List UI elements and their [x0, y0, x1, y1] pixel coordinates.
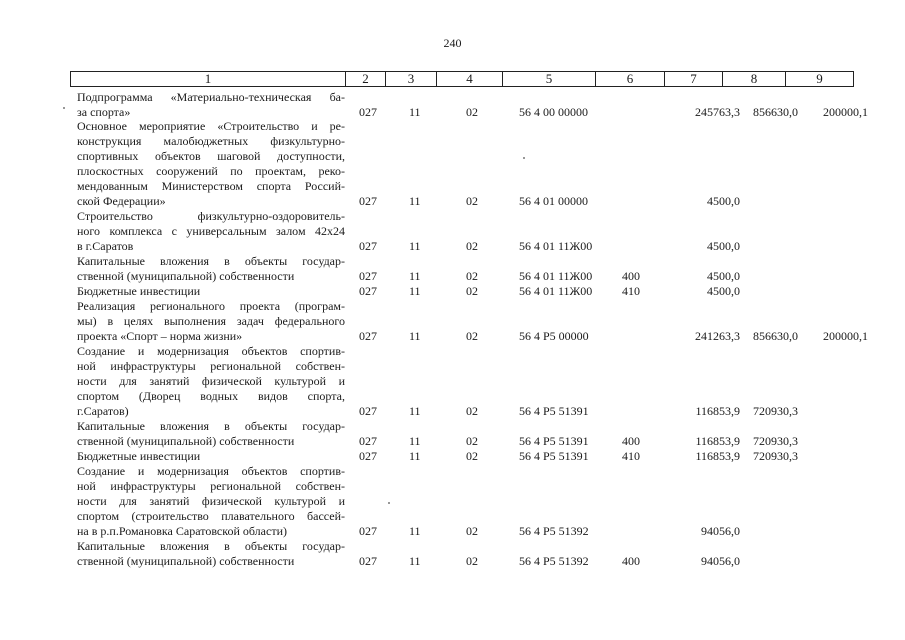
- description-line: Бюджетные инвестиции: [77, 449, 201, 463]
- cell-c9: 200000,1: [823, 105, 868, 119]
- cell-c4: 02: [466, 239, 478, 253]
- description-line: проекта «Спорт – норма жизни»: [77, 329, 243, 343]
- cell-c7: 116853,9: [695, 449, 740, 463]
- cell-c8: 720930,3: [753, 404, 798, 418]
- description-line: на в р.п.Романовка Саратовской области): [77, 524, 287, 538]
- cell-c8: 856630,0: [753, 329, 798, 343]
- cell-c5: 56 4 P5 00000: [519, 329, 589, 343]
- description-line: Бюджетные инвестиции: [77, 284, 201, 298]
- table-row: [0, 284, 905, 299]
- cell-c2: 027: [359, 524, 377, 538]
- col-header-2: 2: [346, 72, 386, 87]
- cell-c2: 027: [359, 554, 377, 568]
- cell-c6: 410: [622, 284, 640, 298]
- col-header-8: 8: [723, 72, 786, 87]
- cell-c5: 56 4 P5 51392: [519, 524, 589, 538]
- cell-c2: 027: [359, 404, 377, 418]
- row-description: [77, 254, 345, 284]
- cell-c2: 027: [359, 284, 377, 298]
- description-line: г.Саратов): [77, 404, 129, 418]
- description-line: спортом (Дворец водных видов спорта,: [77, 389, 345, 403]
- description-line: за спорта»: [77, 105, 131, 119]
- cell-c2: 027: [359, 449, 377, 463]
- cell-c4: 02: [466, 194, 478, 208]
- table-row: [0, 299, 905, 344]
- col-header-9: 9: [786, 72, 854, 87]
- description-line: Капитальные вложения в объекты государ-: [77, 539, 345, 553]
- description-line: Создание и модернизация объектов спортив-: [77, 464, 345, 478]
- cell-c3: 11: [409, 194, 421, 208]
- row-description: [77, 449, 345, 464]
- cell-c7: 4500,0: [707, 269, 740, 283]
- cell-c4: 02: [466, 554, 478, 568]
- description-line: мендованным Министерством спорта Россий-: [77, 179, 345, 193]
- cell-c3: 11: [409, 449, 421, 463]
- description-line: ственной (муниципальной) собственности: [77, 269, 295, 283]
- description-line: ской Федерации»: [77, 194, 166, 208]
- cell-c5: 56 4 00 00000: [519, 105, 588, 119]
- row-description: [77, 119, 345, 209]
- cell-c7: 94056,0: [701, 554, 740, 568]
- table-row: [0, 254, 905, 284]
- cell-c2: 027: [359, 105, 377, 119]
- scan-speck: [388, 502, 390, 504]
- cell-c5: 56 4 P5 51392: [519, 554, 589, 568]
- description-line: ственной (муниципальной) собственности: [77, 554, 295, 568]
- table-row: [0, 119, 905, 209]
- cell-c7: 4500,0: [707, 284, 740, 298]
- cell-c6: 410: [622, 449, 640, 463]
- cell-c8: 720930,3: [753, 434, 798, 448]
- cell-c7: 245763,3: [695, 105, 740, 119]
- cell-c2: 027: [359, 194, 377, 208]
- cell-c7: 116853,9: [695, 404, 740, 418]
- cell-c7: 116853,9: [695, 434, 740, 448]
- row-description: [77, 284, 345, 299]
- cell-c4: 02: [466, 524, 478, 538]
- description-line: конструкция малобюджетных физкультурно-: [77, 134, 345, 148]
- cell-c4: 02: [466, 284, 478, 298]
- cell-c5: 56 4 01 11Ж00: [519, 239, 593, 253]
- description-line: Капитальные вложения в объекты государ-: [77, 419, 345, 433]
- col-header-3: 3: [386, 72, 437, 87]
- cell-c3: 11: [409, 434, 421, 448]
- description-line: Капитальные вложения в объекты государ-: [77, 254, 345, 268]
- cell-c8: 856630,0: [753, 105, 798, 119]
- row-description: [77, 419, 345, 449]
- cell-c9: 200000,1: [823, 329, 868, 343]
- table-row: [0, 539, 905, 569]
- description-line: ности для занятий физической культурой и: [77, 374, 345, 388]
- description-line: ного комплекса с универсальным залом 42х24: [77, 224, 345, 238]
- cell-c3: 11: [409, 329, 421, 343]
- cell-c5: 56 4 01 00000: [519, 194, 588, 208]
- description-line: плоскостных сооружений по проектам, реко-: [77, 164, 345, 178]
- scan-speck: [523, 157, 525, 159]
- cell-c6: 400: [622, 554, 640, 568]
- description-line: ности для занятий физической культурой и: [77, 494, 345, 508]
- table-row: [0, 449, 905, 464]
- cell-c3: 11: [409, 105, 421, 119]
- scan-speck: [63, 107, 65, 109]
- description-line: ственной (муниципальной) собственности: [77, 434, 295, 448]
- cell-c6: 400: [622, 269, 640, 283]
- col-header-1: 1: [71, 72, 346, 87]
- cell-c7: 4500,0: [707, 194, 740, 208]
- cell-c2: 027: [359, 434, 377, 448]
- cell-c4: 02: [466, 449, 478, 463]
- cell-c5: 56 4 01 11Ж00: [519, 269, 593, 283]
- column-header-row: [70, 71, 854, 87]
- cell-c4: 02: [466, 105, 478, 119]
- col-header-5: 5: [503, 72, 596, 87]
- cell-c5: 56 4 P5 51391: [519, 449, 589, 463]
- col-header-7: 7: [665, 72, 723, 87]
- cell-c2: 027: [359, 329, 377, 343]
- description-line: ной инфраструктуры региональной собствен-: [77, 359, 345, 373]
- cell-c3: 11: [409, 284, 421, 298]
- row-description: [77, 90, 345, 120]
- table-row: [0, 209, 905, 254]
- cell-c3: 11: [409, 239, 421, 253]
- col-header-6: 6: [596, 72, 665, 87]
- row-description: [77, 299, 345, 344]
- cell-c3: 11: [409, 524, 421, 538]
- cell-c3: 11: [409, 554, 421, 568]
- table-row: [0, 344, 905, 419]
- cell-c4: 02: [466, 269, 478, 283]
- description-line: Подпрограмма «Материально-техническая ба-: [77, 90, 345, 104]
- col-header-4: 4: [437, 72, 503, 87]
- cell-c4: 02: [466, 404, 478, 418]
- cell-c3: 11: [409, 404, 421, 418]
- cell-c5: 56 4 P5 51391: [519, 404, 589, 418]
- cell-c2: 027: [359, 239, 377, 253]
- description-line: Создание и модернизация объектов спортив-: [77, 344, 345, 358]
- table-row: [0, 464, 905, 539]
- table-row: [0, 419, 905, 449]
- description-line: Реализация регионального проекта (програм-: [77, 299, 345, 313]
- row-description: [77, 539, 345, 569]
- description-line: Основное мероприятие «Строительство и ре-: [77, 119, 345, 133]
- description-line: мы) в целях выполнения задач федерального: [77, 314, 345, 328]
- cell-c5: 56 4 01 11Ж00: [519, 284, 593, 298]
- cell-c7: 94056,0: [701, 524, 740, 538]
- description-line: спортивных объектов шаговой доступности,: [77, 149, 345, 163]
- cell-c6: 400: [622, 434, 640, 448]
- cell-c4: 02: [466, 434, 478, 448]
- cell-c5: 56 4 P5 51391: [519, 434, 589, 448]
- row-description: [77, 209, 345, 254]
- cell-c7: 241263,3: [695, 329, 740, 343]
- description-line: ной инфраструктуры региональной собствен-: [77, 479, 345, 493]
- cell-c8: 720930,3: [753, 449, 798, 463]
- page-number: 240: [443, 36, 462, 50]
- description-line: Строительство физкультурно-оздоровитель-: [77, 209, 345, 223]
- table-row: [0, 90, 905, 120]
- cell-c7: 4500,0: [707, 239, 740, 253]
- cell-c2: 027: [359, 269, 377, 283]
- row-description: [77, 464, 345, 539]
- row-description: [77, 344, 345, 419]
- description-line: в г.Саратов: [77, 239, 134, 253]
- cell-c4: 02: [466, 329, 478, 343]
- cell-c3: 11: [409, 269, 421, 283]
- description-line: спортом (строительство плавательного бассей-: [77, 509, 345, 523]
